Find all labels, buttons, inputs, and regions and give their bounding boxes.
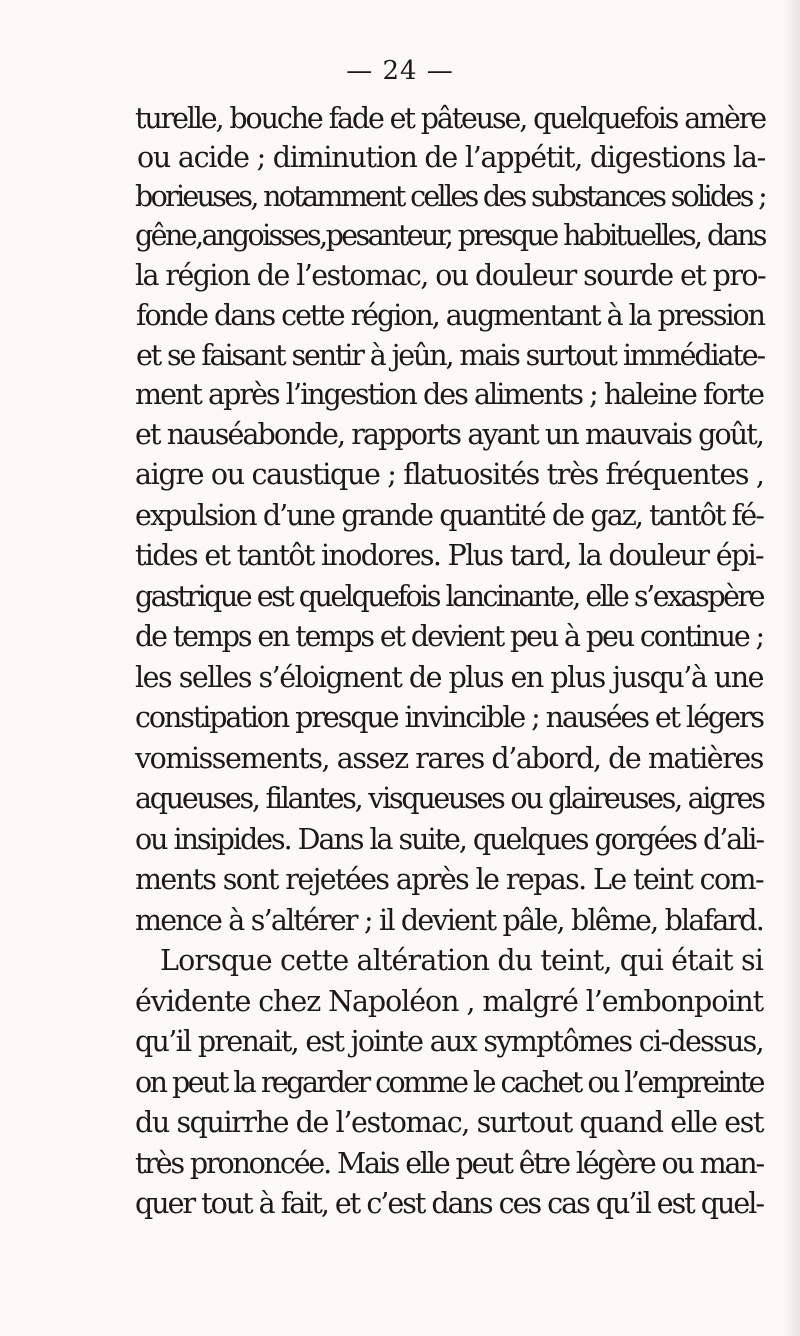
text-line: mence à s’altérer ; il devient pâle, blême, blafard.: [135, 904, 763, 937]
text-line: ment après l’ingestion des aliments ; haleine forte: [135, 378, 763, 411]
text-line: gêne,angoisses,pesanteur, presque habituelles, dans: [135, 219, 765, 252]
text-line: ou insipides. Dans la suite, quelques gorgées d’ali-: [135, 823, 763, 856]
text-line: très prononcée. Mais elle peut être légère ou man-: [135, 1147, 763, 1180]
text-line: ou acide ; diminution de l’appétit, digestions la-: [137, 141, 765, 174]
text-line: gastrique est quelquefois lancinante, elle s’exaspère: [135, 580, 763, 613]
text-line: expulsion d’une grande quantité de gaz, tantôt fé-: [135, 499, 763, 532]
text-line: et nauséabonde, rapports ayant un mauvais goût,: [135, 418, 764, 451]
text-line: tides et tantôt inodores. Plus tard, la douleur épi-: [135, 539, 763, 572]
page-number-header: — 24 —: [346, 56, 454, 86]
text-line: aigre ou caustique ; flatuosités très fréquentes ,: [135, 458, 764, 491]
text-line: et se faisant sentir à jeûn, mais surtout immédiate-: [136, 339, 764, 372]
text-line: Lorsque cette altération du teint, qui était si: [160, 944, 763, 977]
text-line: on peut la regarder comme le cachet ou l’empreinte: [135, 1066, 763, 1099]
text-line: quer tout à fait, et c’est dans ces cas qu’il est quel-: [135, 1187, 763, 1220]
text-line: qu’il prenait, est jointe aux symptômes ci-dessus,: [135, 1025, 763, 1058]
text-line: la région de l’estomac, ou douleur sourde et pro-: [135, 259, 765, 292]
text-line: vomissements, assez rares d’abord, de matières: [135, 742, 763, 775]
text-line: de temps en temps et devient peu à peu continue ;: [135, 620, 763, 653]
text-line: aqueuses, filantes, visqueuses ou glaireuses, aigres: [135, 782, 764, 815]
text-line: constipation presque invincible ; nausées et légers: [135, 701, 763, 734]
text-line: turelle, bouche fade et pâteuse, quelquefois amère: [135, 102, 765, 135]
text-line: ments sont rejetées après le repas. Le teint com-: [135, 863, 763, 896]
text-line: les selles s’éloignent de plus en plus jusqu’à une: [135, 661, 763, 694]
text-line: du squirrhe de l’estomac, surtout quand elle est: [135, 1106, 763, 1139]
page-edge-shadow: [782, 0, 800, 1336]
text-line: borieuses, notamment celles des substances solides ;: [135, 180, 765, 213]
text-line: évidente chez Napoléon , malgré l’embonpoint: [135, 985, 763, 1018]
text-line: fonde dans cette région, augmentant à la pression: [136, 299, 764, 332]
